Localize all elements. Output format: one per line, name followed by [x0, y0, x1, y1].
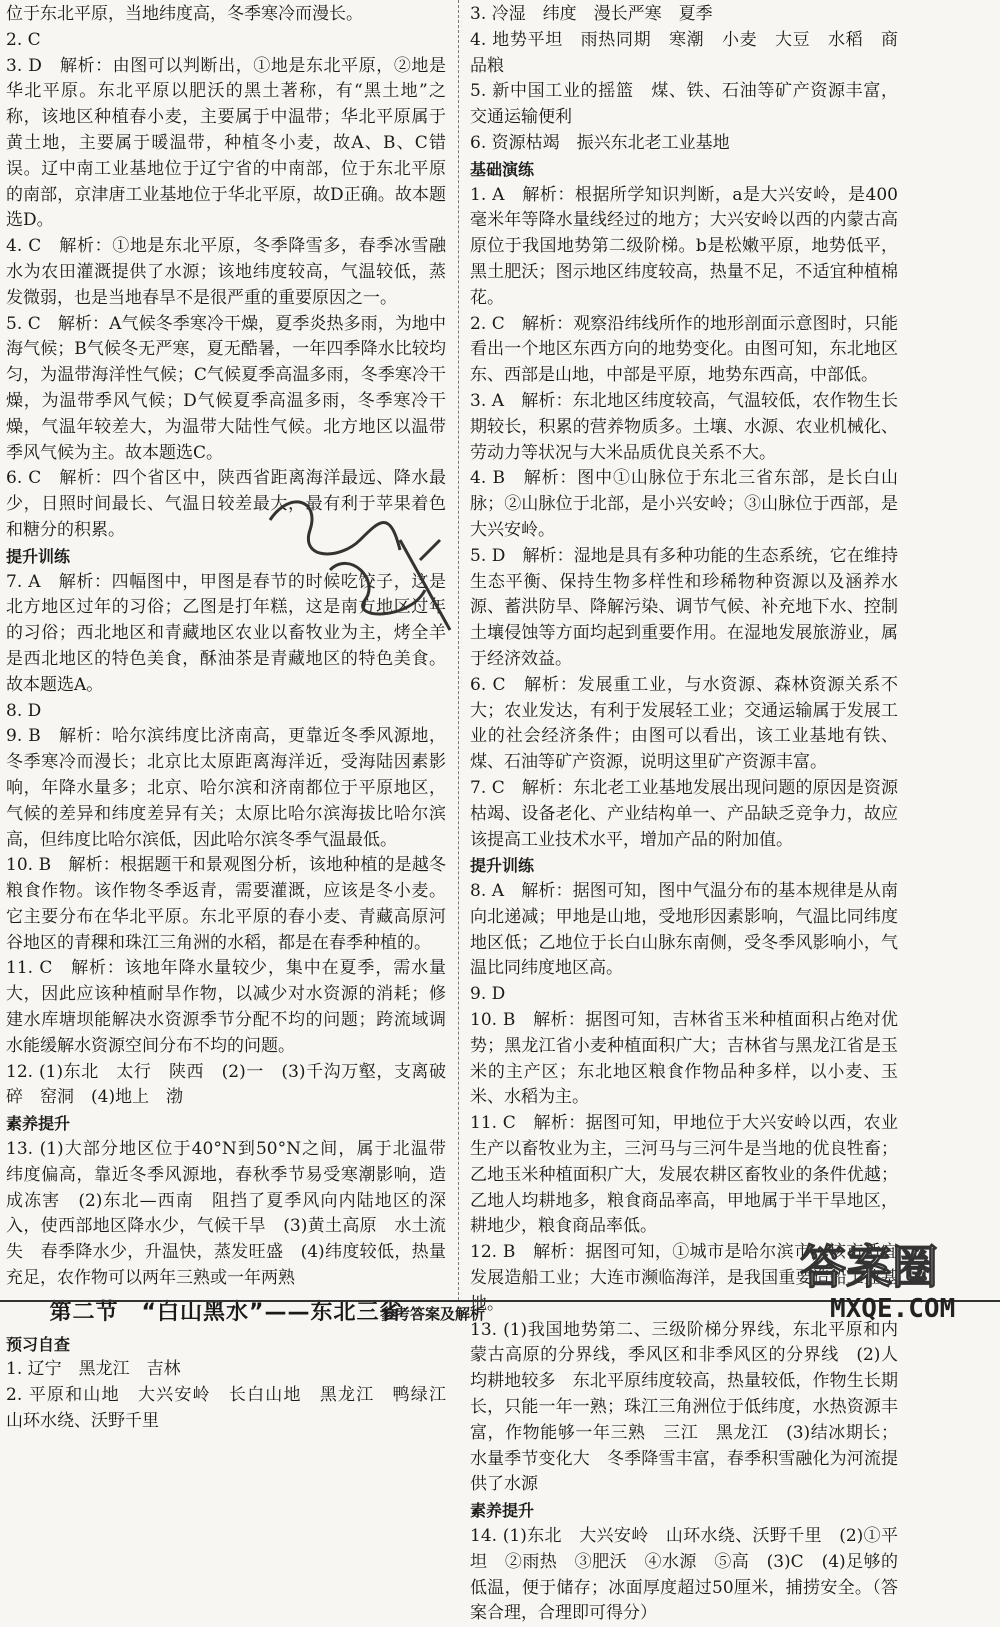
answer-item: 7. C 解析：东北老工业基地发展出现问题的原因是资源枯竭、设备老化、产业结构单一、产品缺乏竞争力，故应该提高工业技术水平，增加产品的附加值。 — [470, 777, 898, 850]
left-column — [6, 2, 463, 1435]
answer-item: 5. D 解析：湿地是具有多种功能的生态系统，它在维持生态平衡、保持生物多样性和珍稀物种资源以及涵养水源、蓄洪防旱、降解污染、调节气候、补充地下水、控制土壤侵蚀等方面均起到重要作用。在湿地发展旅游业，属于经济效益。 — [470, 545, 898, 669]
svg-text:答案圈: 答案圈 — [800, 1240, 938, 1294]
answer-item: 5. 新中国工业的摇篮 煤、铁、石油等矿产资源丰富，交通运输便利 — [470, 81, 898, 128]
answer-item: 6. C 解析：四个省区中，陕西省距离海洋最远、降水最少，日照时间最长、气温日较差最大，最有利于苹果着色和糖分的积累。 — [6, 468, 446, 540]
answer-item: 7. A 解析：四幅图中，甲图是春节的时候吃饺子，这是北方地区过年的习俗；乙图是打年糕，这是南方地区过年的习俗；西北地区和青藏地区农业以畜牧业为主，烤全羊是西北地区的特色美食，酥油茶是青藏地区的特色美食。故本题选A。 — [6, 571, 446, 695]
answer-item: 3. D 解析：由图可以判断出，①地是东北平原，②地是华北平原。东北平原以肥沃的黑土著称，有“黑土地”之称，该地区种植春小麦，主要属于中温带；华北平原属于黄土地，主要属于暖温带，种植冬小麦，故A、B、C错误。辽中南工业基地位于辽宁省的中南部，位于东北平原的南部，京津唐工业基地位于华北平原，故D正确。故本题选D。 — [6, 55, 446, 231]
answer-item: 4. C 解析：①地是东北平原，冬季降雪多，春季冰雪融水为农田灌溉提供了水源；该地纬度较高，气温较低，蒸发微弱，也是当地春旱不是很严重的重要原因之一。 — [6, 236, 446, 308]
section-heading: 素养提升 — [470, 1501, 535, 1521]
footer-label: 参考答案及解析 — [380, 1305, 486, 1323]
answer-item: 11. C 解析：据图可知，甲地位于大兴安岭以西，农业生产以畜牧业为主，三河马与三河牛是当地的优良牲畜；乙地玉米种植面积广大，发展农耕区畜牧业的条件优越；乙地人均耕地多，粮食商品率高，甲地属于半干旱地区，耕地少，粮食商品率低。 — [470, 1113, 898, 1237]
section-heading: 预习自查 — [6, 1334, 71, 1354]
answer-item: 9. D — [470, 984, 506, 1005]
answer-item: 12. B 解析：据图可知，①城市是哈尔滨市，该市适宜发展造船工业；大连市濒临海洋，是我国重要造船工业基地。 — [470, 1242, 898, 1314]
answer-item: 8. D — [6, 700, 42, 721]
answer-item: 6. 资源枯竭 振兴东北老工业基地 — [470, 132, 730, 153]
answer-item: 1. A 解析：根据所学知识判断，a是大兴安岭，是400毫米年等降水量线经过的地方；大兴安岭以西的内蒙古高原位于我国地势第二级阶梯。b是松嫩平原，地势低平，黑土肥沃；图示地区纬度较高，热量不足，不适宜种植棉花。 — [470, 184, 898, 308]
answer-item: 13. (1)大部分地区位于40°N到50°N之间，属于北温带 纬度偏高，靠近冬季风源地，春秋季节易受寒潮影响，造成冻害 (2)东北—西南 阻挡了夏季风向内陆地区的深入，使西部地区降水少，气候干旱 (3)黄土高原 水土流失 春季降水少，升温快，蒸发旺盛 (4)纬度较低，热量充足，农作物可以两年三熟或一年两熟 — [6, 1139, 463, 1289]
answer-item: 13. (1)我国地势第二、三级阶梯分界线，东北平原和内蒙古高原的分界线，季风区和非季风区的分界线 (2)人均耕地较多 东北平原纬度较高，热量较低，作物生长期长，只能一年一熟；珠江三角洲位于低纬度，水热资源丰富，作物能够一年三熟 三江 黑龙江 (3)结冰期长；水量季节变化大 冬季降雪丰富，春季积雪融化为河流提供了水源 — [470, 1319, 898, 1495]
answer-item: 14. (1)东北 大兴安岭 山环水绕、沃野千里 (2)①平坦 ②雨热 ③肥沃 ④水源 ⑤高 (3)C (4)足够的低温，便于储存；冰面厚度超过50厘米，捕捞安全。（答案合理，合理即可得分） — [470, 1526, 898, 1624]
answer-item: 4. 地势平坦 雨热同期 寒潮 小麦 大豆 水稻 商品粮 — [470, 29, 898, 76]
answer-item: 2. 平原和山地 大兴安岭 长白山地 黑龙江 鸭绿江 山环水绕、沃野千里 — [6, 1385, 463, 1432]
answer-item: 5. C 解析：A气候冬季寒冷干燥，夏季炎热多雨，为地中海气候；B气候冬无严寒，夏无酷暑，一年四季降水比较均匀，为温带海洋性气候；C气候夏季高温多雨，冬季寒冷干燥，为温带季风气候；D气候夏季高温多雨，冬季寒冷干燥，气温年较差大，为温带大陆性气候。北方地区以温带季风气候为主。故本题选C。 — [6, 313, 446, 463]
answer-item: 10. B 解析：据图可知，吉林省玉米种植面积占绝对优势；黑龙江省小麦种植面积广大；吉林省与黑龙江省是玉米的主产区；东北地区粮食作物品种多样，以小麦、玉米、水稻为主。 — [470, 1010, 898, 1108]
answer-item: 位于东北平原，当地纬度高，冬季寒冷而漫长。 — [6, 4, 363, 24]
handwritten-scribble — [250, 480, 470, 650]
site-watermark-logo — [790, 1225, 1000, 1326]
section-heading: 提升训练 — [6, 546, 71, 566]
answer-item: 11. C 解析：该地年降水量较少，集中在夏季，需水量大，因此应该种植耐旱作物，以减少对水资源的消耗；修建水库塘坝能解决水资源季节分配不均的问题；跨流域调水能缓解水资源空间分布不均的问题。 — [6, 958, 446, 1056]
answer-item: 2. C 解析：观察沿纬线所作的地形剖面示意图时，只能看出一个地区东西方向的地势变化。由图可知，东北地区东、西部是山地，中部是平原，地势东西高，中部低。 — [470, 313, 898, 386]
section-heading: 提升训练 — [470, 856, 535, 876]
answer-item: 9. B 解析：哈尔滨纬度比济南高，更靠近冬季风源地，冬季寒冷而漫长；北京比太原距离海洋近，受海陆因素影响，年降水量多；北京、哈尔滨和济南都位于平原地区，气候的差异和纬度差异有关；太原比哈尔滨海拔比哈尔滨高，但纬度比哈尔滨低，因此哈尔滨冬季气温最低。 — [6, 726, 446, 850]
answer-item: 8. A 解析：据图可知，图中气温分布的基本规律是从南向北递减；甲地是山地，受地形因素影响，气温比同纬度地区低；乙地位于长白山脉东南侧，受冬季风影响小，气温比同纬度地区高。 — [470, 881, 898, 979]
right-column — [470, 2, 898, 1627]
answer-item: 2. C — [6, 29, 41, 50]
column-divider — [458, 0, 459, 1300]
answer-item: 4. B 解析：图中①山脉位于东北三省东部，是长白山脉；②山脉位于北部，是小兴安岭；③山脉位于西部，是大兴安岭。 — [470, 468, 898, 540]
section-heading: 基础演练 — [470, 159, 535, 179]
answer-item: 3. A 解析：东北地区纬度较高，气温较低，农作物生长期较长，积累的营养物质多。土壤、水源、农业机械化、劳动力等状况与大米品质优良关系不大。 — [470, 390, 898, 463]
answer-item: 1. 辽宁 黑龙江 吉林 — [6, 1359, 181, 1380]
answer-item: 10. B 解析：根据题干和景观图分析，该地种植的是越冬粮食作物。该作物冬季返青，需要灌溉，应该是冬小麦。它主要分布在华北平原。东北平原的春小麦、青藏高原河谷地区的青稞和珠江三角洲的水稻，都是在春季种植的。 — [6, 855, 446, 953]
svg-text:MXQE.COM: MXQE.COM — [830, 1294, 956, 1324]
section-heading: 素养提升 — [6, 1114, 71, 1134]
chapter-title: 第二节 “白山黑水”——东北三省 — [49, 1299, 403, 1325]
answer-item: 12. (1)东北 太行 陕西 (2)一 (3)千沟万壑，支离破碎 窑洞 (4)地上 渤 — [6, 1061, 446, 1108]
answer-item: 3. 冷湿 纬度 漫长严寒 夏季 — [470, 4, 713, 24]
answer-item: 6. C 解析：发展重工业，与水资源、森林资源关系不大；农业发达，有利于发展轻工业；交通运输属于发展工业的社会经济条件；由图可以看出，该工业基地有铁、煤、石油等矿产资源，说明这里矿产资源丰富。 — [470, 674, 898, 773]
